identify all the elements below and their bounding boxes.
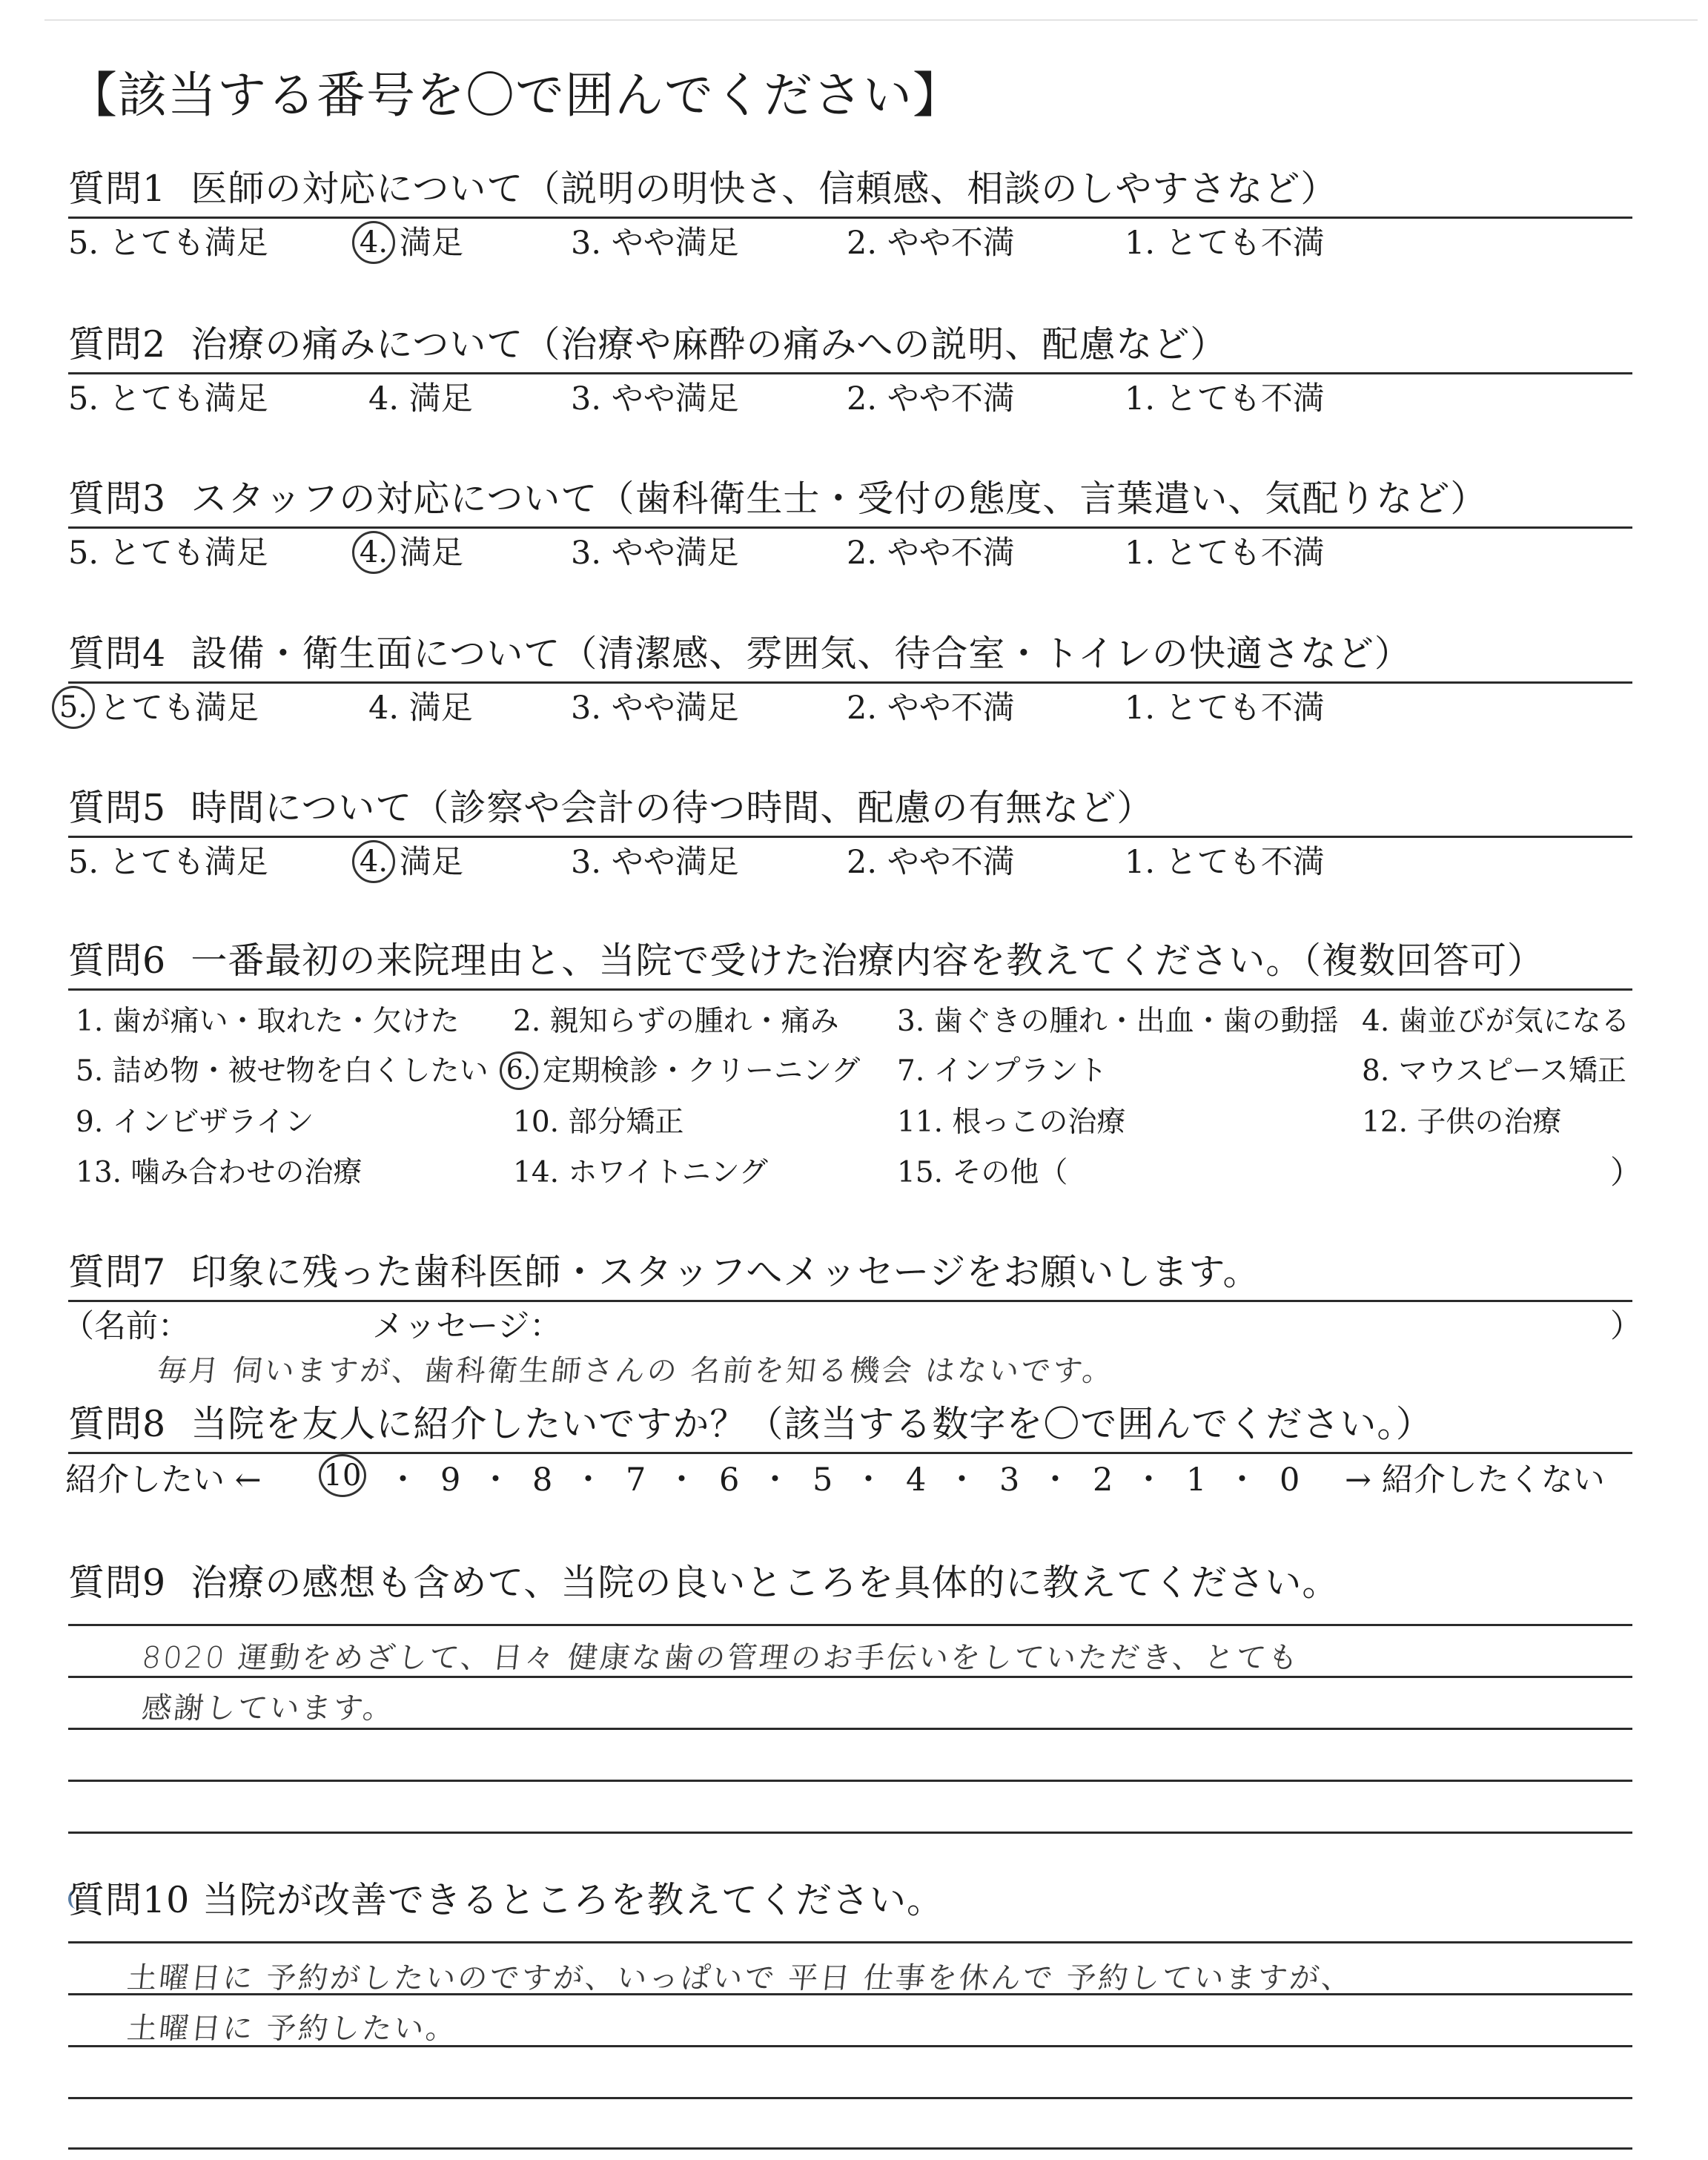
q5-option-3[interactable]: 3. やや満足 [571, 844, 739, 881]
q6-other-close-paren: ） [1610, 1155, 1642, 1192]
q8-score-4[interactable]: 4 [906, 1462, 927, 1499]
question-10 [68, 1876, 1632, 1925]
page-title: 【該当する番号を〇で囲んでください】 [68, 67, 962, 124]
question-3-options [68, 529, 1632, 578]
q6-choice-11[interactable]: 11. 根っこの治療 [897, 1106, 1126, 1139]
q4-option-5-selected[interactable] [52, 684, 259, 733]
q8-score-6[interactable]: 6 [719, 1462, 740, 1499]
q1-option-4-label: 満足 [400, 225, 463, 262]
q8-sep: ・ [853, 1462, 884, 1499]
question-2-title [68, 320, 1632, 369]
q5-selected-circle: 4. [352, 840, 395, 883]
q2-option-4[interactable]: 4. 満足 [368, 380, 473, 417]
q6-choice-15[interactable]: 15. その他（ [897, 1156, 1068, 1189]
q6-choice-7[interactable]: 7. インプラント [897, 1054, 1108, 1088]
question-7-label: 質問7 [68, 1251, 167, 1293]
q8-sep: ・ [1039, 1462, 1071, 1499]
q2-option-3[interactable]: 3. やや満足 [571, 380, 739, 417]
q7-name-label: （名前： [62, 1308, 190, 1345]
q6-choice-9[interactable]: 9. インビザライン [76, 1106, 314, 1139]
q6-choice-2[interactable]: 2. 親知らずの腫れ・痛み [513, 1005, 839, 1038]
question-5 [68, 784, 1632, 887]
q6-choice-1[interactable]: 1. 歯が痛い・取れた・欠けた [76, 1005, 460, 1038]
q8-left-label: 紹介したい ← [65, 1462, 262, 1499]
q1-selected-circle: 4. [352, 221, 395, 264]
q8-sep: ・ [946, 1462, 978, 1499]
q8-score-3[interactable]: 3 [999, 1462, 1020, 1499]
q8-right-label: → 紹介したくない [1345, 1462, 1605, 1499]
q8-score-2[interactable]: 2 [1093, 1462, 1113, 1499]
question-10-title [68, 1876, 1632, 1925]
q5-option-4-label: 満足 [400, 844, 463, 881]
question-9-title [68, 1559, 1632, 1608]
question-2 [68, 320, 1632, 423]
q3-selected-circle: 4. [352, 531, 395, 574]
q6-choice-4[interactable]: 4. 歯並びが気になる [1362, 1005, 1630, 1038]
q5-option-4-selected[interactable] [352, 838, 463, 887]
q8-score-8[interactable]: 8 [532, 1462, 553, 1499]
q8-sep: ・ [572, 1462, 604, 1499]
question-5-title [68, 784, 1632, 833]
q8-selected-circle: 10 [319, 1454, 366, 1497]
question-3-label: 質問3 [68, 478, 167, 520]
q7-message-label: メッセージ： [372, 1308, 562, 1345]
question-7 [62, 1248, 1642, 1391]
q1-option-5[interactable]: 5. とても満足 [68, 225, 268, 262]
q1-option-3[interactable]: 3. やや満足 [571, 225, 739, 262]
q3-option-2[interactable]: 2. やや不満 [847, 535, 1015, 572]
q8-sep: ・ [759, 1462, 791, 1499]
q8-sep: ・ [480, 1462, 512, 1499]
q3-option-4-label: 満足 [400, 535, 463, 572]
q8-recommend-scale [65, 1454, 1632, 1506]
q8-sep: ・ [1226, 1462, 1258, 1499]
question-4 [59, 630, 1632, 733]
q6-selected-circle: 6. [500, 1051, 538, 1090]
q6-choice-12[interactable]: 12. 子供の治療 [1362, 1106, 1562, 1139]
q8-score-0[interactable]: 0 [1280, 1462, 1300, 1499]
q10-writing-line [68, 2097, 1632, 2099]
q6-choice-6-label: 定期検診・クリーニング [543, 1054, 861, 1088]
question-1-text: 医師の対応について（説明の明快さ、信頼感、相談のしやすさなど） [191, 168, 1338, 210]
question-5-label: 質問5 [68, 787, 167, 829]
q3-option-3[interactable]: 3. やや満足 [571, 535, 739, 572]
q8-score-1[interactable]: 1 [1186, 1462, 1207, 1499]
question-9 [68, 1559, 1632, 1608]
q9-writing-line [68, 1728, 1632, 1730]
question-9-label: 質問9 [68, 1562, 167, 1604]
q6-choice-13[interactable]: 13. 噛み合わせの治療 [76, 1156, 363, 1189]
q6-choice-8[interactable]: 8. マウスピース矯正 [1362, 1054, 1626, 1088]
question-3-text: スタッフの対応について（歯科衛生士・受付の態度、言葉遣い、気配りなど） [191, 478, 1488, 520]
q8-score-7[interactable]: 7 [626, 1462, 646, 1499]
q2-option-1[interactable]: 1. とても不満 [1125, 380, 1325, 417]
q6-choice-14[interactable]: 14. ホワイトニング [513, 1156, 768, 1189]
q3-option-4-selected[interactable] [352, 529, 463, 578]
question-3 [68, 475, 1632, 578]
q4-option-4[interactable]: 4. 満足 [368, 690, 473, 727]
q4-option-1[interactable]: 1. とても不満 [1125, 690, 1325, 727]
question-6-choices [68, 1000, 1642, 1198]
question-5-text: 時間について（診察や会計の待つ時間、配慮の有無など） [191, 787, 1154, 829]
question-2-text: 治療の痛みについて（治療や麻酔の痛みへの説明、配慮など） [191, 323, 1228, 366]
q7-fields [62, 1302, 1642, 1351]
q3-option-1[interactable]: 1. とても不満 [1125, 535, 1325, 572]
question-6-label: 質問6 [68, 939, 167, 982]
q8-sep: ・ [1133, 1462, 1165, 1499]
question-9-text: 治療の感想も含めて、当院の良いところを具体的に教えてください。 [191, 1562, 1340, 1604]
page-top-rule [44, 19, 1698, 21]
question-6-title [68, 937, 1632, 985]
q10-writing-line [68, 2147, 1632, 2150]
question-8-text: 当院を友人に紹介したいですか？（該当する数字を〇で囲んでください。） [191, 1403, 1433, 1445]
question-2-label: 質問2 [68, 323, 167, 366]
question-4-options [59, 684, 1632, 733]
q1-option-4-selected[interactable] [352, 219, 463, 268]
q4-option-5-label: とても満足 [99, 690, 259, 727]
q2-option-2[interactable]: 2. やや不満 [847, 380, 1015, 417]
question-1-options [68, 219, 1632, 268]
q6-choice-10[interactable]: 10. 部分矯正 [513, 1106, 684, 1139]
q4-selected-circle: 5. [52, 686, 95, 729]
question-10-label: 質問10 [68, 1879, 191, 1921]
q9-handwritten-line-2: 感謝しています。 [140, 1691, 397, 1725]
question-10-text: 当院が改善できるところを教えてください。 [202, 1879, 944, 1921]
q2-option-5[interactable]: 5. とても満足 [68, 380, 268, 417]
question-8-label: 質問8 [68, 1403, 167, 1445]
q8-score-9[interactable]: 9 [440, 1462, 461, 1499]
question-1 [68, 165, 1632, 268]
question-4-title [68, 630, 1632, 678]
q8-sep: ・ [387, 1462, 419, 1499]
q7-close-paren: ） [1610, 1308, 1642, 1345]
q9-handwritten-line-1: 8020 運動をめざして、日々 健康な歯の管理のお手伝いをしていただき、とても [140, 1641, 1302, 1675]
question-8 [65, 1400, 1632, 1506]
q5-option-5[interactable]: 5. とても満足 [68, 844, 268, 881]
question-3-title [68, 475, 1632, 524]
q6-choice-6-selected[interactable] [500, 1049, 860, 1094]
q4-option-2[interactable]: 2. やや不満 [847, 690, 1015, 727]
q9-writing-line [68, 1624, 1632, 1626]
question-5-options [68, 838, 1632, 887]
q1-option-2[interactable]: 2. やや不満 [847, 225, 1015, 262]
q7-handwritten-answer[interactable]: 毎月 伺いますが、歯科衛生師さんの 名前を知る機会 はないです。 [155, 1354, 1116, 1388]
q1-option-1[interactable]: 1. とても不満 [1125, 225, 1325, 262]
question-7-title [68, 1248, 1632, 1297]
question-4-text: 設備・衛生面について（清潔感、雰囲気、待合室・トイレの快適さなど） [191, 633, 1411, 675]
q6-choice-3[interactable]: 3. 歯ぐきの腫れ・出血・歯の動揺 [897, 1005, 1339, 1038]
q6-choice-5[interactable]: 5. 詰め物・被せ物を白くしたい [76, 1054, 489, 1088]
q3-option-5[interactable]: 5. とても満足 [68, 535, 268, 572]
q10-handwritten-line-1: 土曜日に 予約がしたいのですが、いっぱいで 平日 仕事を休んで 予約していますが、 [125, 1961, 1355, 1995]
q8-score-5[interactable]: 5 [812, 1462, 833, 1499]
q4-option-3[interactable]: 3. やや満足 [571, 690, 739, 727]
q10-handwritten-line-2: 土曜日に 予約したい。 [125, 2012, 460, 2046]
q10-writing-line [68, 1941, 1632, 1943]
question-2-options [68, 374, 1632, 423]
q5-option-2[interactable]: 2. やや不満 [847, 844, 1015, 881]
question-6-text: 一番最初の来院理由と、当院で受けた治療内容を教えてください。（複数回答可） [191, 939, 1544, 982]
question-6 [68, 937, 1642, 1198]
q9-writing-line [68, 1780, 1632, 1782]
q8-sep: ・ [666, 1462, 698, 1499]
question-7-text: 印象に残った歯科医師・スタッフへメッセージをお願いします。 [191, 1251, 1260, 1293]
question-6-rule [68, 988, 1632, 991]
q9-writing-line [68, 1832, 1632, 1834]
q5-option-1[interactable]: 1. とても不満 [1125, 844, 1325, 881]
question-8-title [68, 1400, 1632, 1449]
question-1-label: 質問1 [68, 168, 167, 210]
question-4-label: 質問4 [68, 633, 167, 675]
question-1-title [68, 165, 1632, 214]
